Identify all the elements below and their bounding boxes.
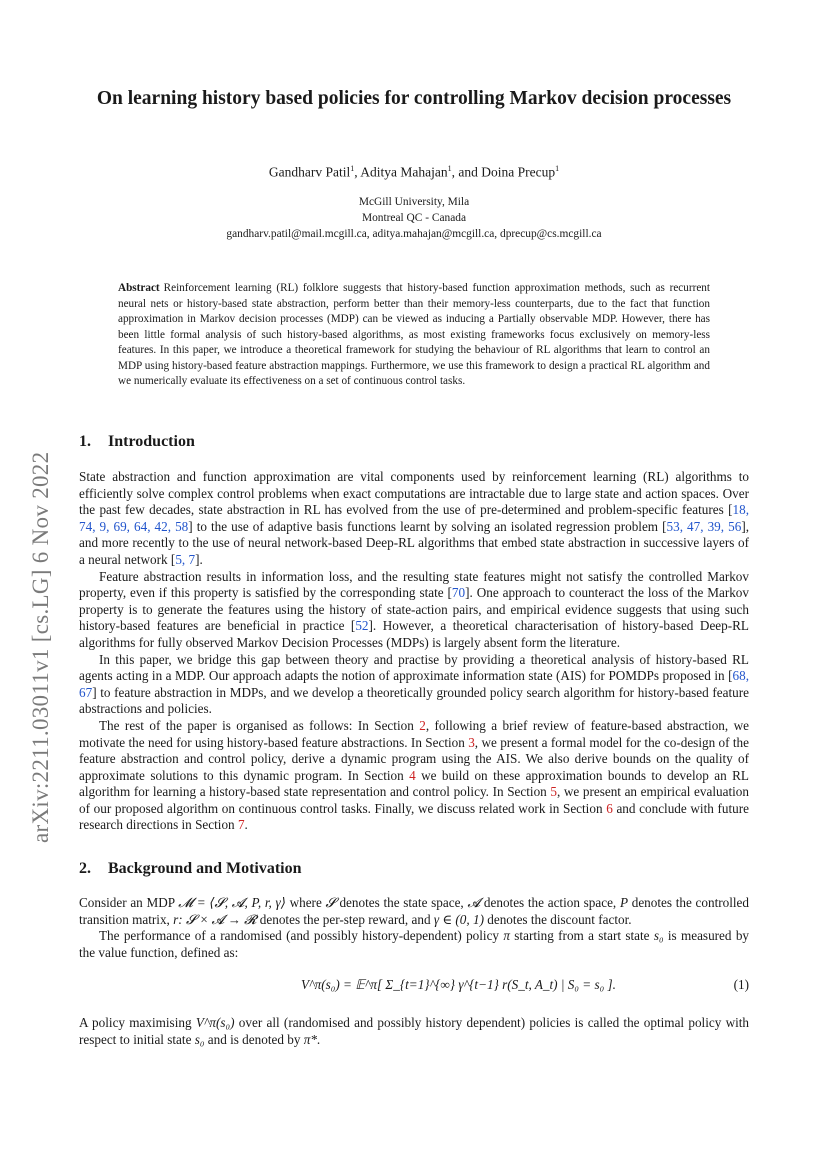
- author-affil-mark: 1: [350, 164, 355, 173]
- math-inline: 𝓜 = ⟨𝓢, 𝓐, P, r, γ⟩: [178, 895, 286, 910]
- math-inline: s₀: [653, 928, 664, 944]
- author-name: Doina Precup: [481, 164, 556, 180]
- author-name: Gandharv Patil: [268, 164, 351, 180]
- math-inline: r: 𝓢 × 𝓐 → 𝓡: [173, 911, 257, 927]
- section-title: Background and Motivation: [108, 860, 302, 877]
- author-name: Aditya Mahajan: [360, 164, 448, 180]
- affiliation-line: McGill University, Mila: [358, 196, 470, 208]
- arxiv-identifier: arXiv:2211.03011v1 [cs.LG] 6 Nov 2022: [28, 451, 53, 843]
- paragraph: The rest of the paper is organised as follows: In Section 2, following a brief review of feature-based abstraction, we motivate the need for using history-based feature abstractions. In Section 3, we present a formal model for the co-design of the feature abstraction and control policy, derive a dynamic program using the AIS. We also derive bounds on the quality of approximate solutions to this dynamic program. In Section 4 we build on these approximation bounds to develop an RL algorithm for learning a history-based state representation and control policy. In Section 5, we present an empirical evaluation of our proposed algorithm on continuous control tasks. Finally, we discuss related work in Section 6 and conclude with future research directions in Section 7.: [79, 717, 749, 833]
- section-ref-link[interactable]: 4: [409, 767, 416, 783]
- citation-link[interactable]: 18, 74, 9, 69, 64, 42, 58: [79, 502, 749, 534]
- introduction-body: [79, 469, 749, 834]
- math-inline: π*: [303, 1031, 317, 1047]
- section-number: 2.: [79, 860, 91, 877]
- section-heading-introduction: [79, 433, 195, 451]
- math-inline: γ ∈ (0, 1): [433, 911, 484, 927]
- paper-title: On learning history based policies for controlling Markov decision processes: [96, 88, 732, 109]
- section-heading-background: [79, 860, 302, 878]
- paragraph: The performance of a randomised (and possibly history-dependent) policy π starting from a start state s₀ is measured by the value function, defined as:: [79, 928, 750, 960]
- author-list: Gandharv Patil$^1$, Aditya Mahajan$^1$, and Doina Precup$^1$: [268, 164, 560, 180]
- equation-number: (1): [733, 977, 749, 993]
- abstract: [118, 281, 710, 390]
- abstract-text: Reinforcement learning (RL) folklore suggests that history-based function approximation methods, such as recurrent neural nets or history-based state abstraction, perform better than their memory-less counterparts, due to the fact that function approximation in Markov decision processes (MDP) can be viewed as inducing a Partially observable MDP. However, there has been little formal analysis of such history-based algorithms, as most existing frameworks focus exclusively on memory-less features. In this paper, we introduce a theoretical framework for studying the behaviour of RL algorithms that learn to control an MDP using history-based feature abstraction mappings. Furthermore, we use this framework to design a practical RL algorithm and we numerically evaluate its effectiveness on a set of continuous control tasks.: [118, 282, 710, 387]
- abstract-label: Abstract: [118, 282, 160, 294]
- math-inline: 𝓐: [467, 895, 481, 910]
- section-ref-link[interactable]: 3: [468, 734, 475, 750]
- section-number: 1.: [79, 433, 91, 450]
- citation-link[interactable]: 68, 67: [79, 668, 749, 700]
- citation-link[interactable]: 53, 47, 39, 56: [666, 518, 742, 534]
- section-title: Introduction: [108, 433, 195, 450]
- author-affil-mark: 1: [555, 164, 560, 173]
- citation-link[interactable]: 70: [451, 585, 466, 601]
- affiliation-block: [0, 194, 828, 242]
- equation-body: V^π(s₀) = 𝔼^π[ Σ_{t=1}^{∞} γ^{t−1} r(S_t, A_t) | S₀ = s₀ ].: [301, 977, 616, 993]
- background-body: [79, 895, 749, 1049]
- author-affil-mark: 1: [447, 164, 452, 173]
- equation-value-function: [79, 961, 749, 1015]
- paragraph: In this paper, we bridge this gap between theory and practise by providing a theoretical analysis of history-based RL agents acting in a MDP. Our approach adapts the notion of approximate information state (AIS) for POMDPs proposed in [68, 67] to feature abstraction in MDPs, and we develop a theoretically grounded policy search algorithm for history-based feature abstractions and policies.: [79, 651, 749, 717]
- affiliation-line: Montreal QC - Canada: [361, 212, 467, 224]
- math-inline: V^π(s₀): [195, 1015, 235, 1031]
- citation-link[interactable]: 5, 7: [175, 551, 196, 567]
- section-ref-link[interactable]: 5: [550, 784, 557, 800]
- section-ref-link[interactable]: 6: [606, 800, 613, 816]
- math-inline: s₀: [194, 1031, 205, 1047]
- paragraph: A policy maximising V^π(s₀) over all (randomised and possibly history dependent) policies is called the optimal policy with respect to initial state s₀ and is denoted by π*.: [79, 1015, 750, 1047]
- section-ref-link[interactable]: 7: [237, 817, 245, 833]
- paragraph: State abstraction and function approximation are vital components used by reinforcement learning (RL) algorithms to efficiently solve complex control problems when exact computations are intractable due to large state and action spaces. Over the past few decades, state abstraction in RL has evolved from the use of pre-determined and problem-specific features [18, 74, 9, 69, 64, 42, 58] to the use of adaptive basis functions learnt by solving an isolated regression problem [53, 47, 39, 56], and more recently to the use of neural network-based Deep-RL algorithms that embed state abstraction in successive layers of a neural network [5, 7].: [79, 469, 750, 567]
- math-inline: π: [503, 928, 510, 944]
- paragraph: Consider an MDP 𝓜 = ⟨𝓢, 𝓐, P, r, γ⟩ where 𝓢 denotes the state space, 𝓐 denotes the action space, P denotes the controlled transition matrix, r: 𝓢 × 𝓐 → 𝓡 denotes the per-step reward, and γ ∈ (0, 1) denotes the discount factor.: [79, 895, 750, 927]
- author-emails: gandharv.patil@mail.mcgill.ca, aditya.mahajan@mcgill.ca, dprecup@cs.mcgill.ca: [226, 228, 602, 240]
- math-inline: 𝓢: [325, 895, 336, 910]
- section-ref-link[interactable]: 2: [419, 717, 426, 733]
- math-inline: P: [619, 895, 629, 910]
- paragraph: Feature abstraction results in information loss, and the resulting state features might not satisfy the controlled Markov property, even if this property is satisfied by the corresponding state [70]. One approach to counteract the loss of the Markov property is to generate the features using the history of state-action pairs, and empirical evidence suggests that using such history-based features are beneficial in practice [52]. However, a theoretical characterisation of history-based Deep-RL algorithms for fully observed Markov Decision Processes (MDPs) is largely absent form the literature.: [79, 568, 749, 650]
- citation-link[interactable]: 52: [355, 618, 369, 634]
